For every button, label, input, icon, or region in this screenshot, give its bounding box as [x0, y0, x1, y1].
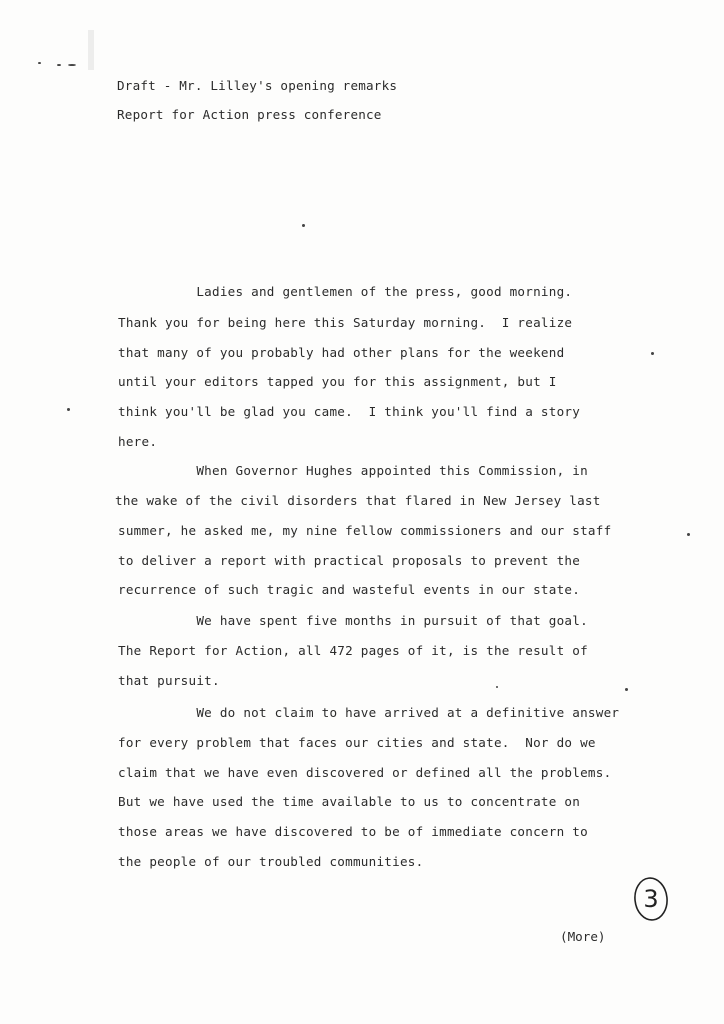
- body-line: Thank you for being here this Saturday morning. I realize: [118, 315, 573, 330]
- body-line: to deliver a report with practical proposals to prevent the: [118, 553, 581, 568]
- document-title: Draft - Mr. Lilley's opening remarks: [117, 78, 398, 93]
- body-line: When Governor Hughes appointed this Commission, in: [118, 463, 588, 478]
- circled-number-icon: [632, 874, 672, 924]
- body-line: until your editors tapped you for this assignment, but I: [118, 374, 557, 389]
- body-line: But we have used the time available to us to concentrate on: [118, 794, 581, 809]
- handwritten-page-number: [632, 874, 672, 924]
- scan-speck: [57, 64, 61, 66]
- scan-speck: [496, 686, 498, 688]
- scan-edge-mark: [88, 30, 94, 70]
- document-subtitle: Report for Action press conference: [117, 107, 382, 122]
- body-line: those areas we have discovered to be of immediate concern to: [118, 824, 588, 839]
- body-line: We have spent five months in pursuit of that goal.: [118, 613, 588, 628]
- scan-speck: [625, 688, 628, 691]
- body-line: The Report for Action, all 472 pages of it, is the result of: [118, 643, 588, 658]
- body-line: summer, he asked me, my nine fellow commissioners and our staff: [118, 523, 612, 538]
- body-line: the wake of the civil disorders that flared in New Jersey last: [115, 493, 601, 508]
- body-line: think you'll be glad you came. I think you'll find a story: [118, 404, 581, 419]
- body-line: Ladies and gentlemen of the press, good morning.: [118, 284, 573, 299]
- scan-speck: [687, 533, 690, 536]
- body-line: that many of you probably had other plans for the weekend: [118, 345, 565, 360]
- continued-marker: (More): [560, 929, 606, 944]
- scan-speck: [67, 408, 70, 411]
- scan-speck: [68, 64, 76, 66]
- page-number-text: 3: [643, 885, 659, 913]
- body-line: for every problem that faces our cities and state. Nor do we: [118, 735, 596, 750]
- body-line: here.: [118, 434, 158, 449]
- body-line: that pursuit.: [118, 673, 220, 688]
- scan-speck: [302, 224, 305, 227]
- body-line: claim that we have even discovered or defined all the problems.: [118, 765, 612, 780]
- body-line: recurrence of such tragic and wasteful events in our state.: [118, 582, 581, 597]
- body-line: the people of our troubled communities.: [118, 854, 424, 869]
- scan-speck: [38, 62, 41, 64]
- scan-speck: [651, 352, 654, 355]
- body-line: We do not claim to have arrived at a definitive answer: [118, 705, 620, 720]
